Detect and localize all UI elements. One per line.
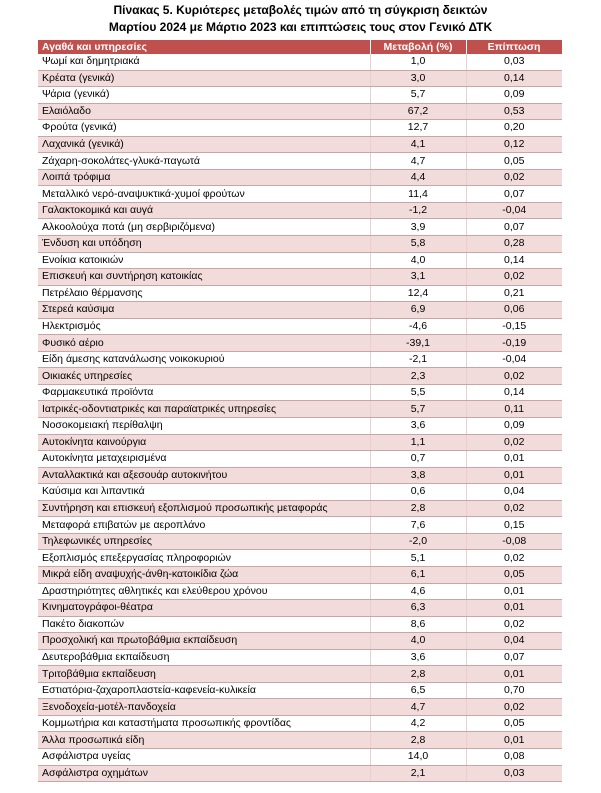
cell-impact: 0,09: [466, 418, 562, 435]
header-row: [38, 40, 562, 54]
cell-change-percent: 6,1: [370, 566, 466, 583]
cell-change-percent: 0,7: [370, 451, 466, 468]
cell-impact: 0,20: [466, 120, 562, 137]
cell-item-name: Τριτοβάθμια εκπαίδευση: [38, 666, 370, 683]
cell-item-name: Ψωμί και δημητριακά: [38, 54, 370, 70]
cell-impact: 0,01: [466, 600, 562, 617]
price-changes-table: [38, 40, 563, 782]
cell-change-percent: 2,8: [370, 500, 466, 517]
table-row: [38, 202, 562, 219]
cell-item-name: Ψάρια (γενικά): [38, 87, 370, 104]
cell-item-name: Φρούτα (γενικά): [38, 120, 370, 137]
cell-change-percent: 5,8: [370, 236, 466, 253]
cell-impact: 0,11: [466, 401, 562, 418]
cell-item-name: Ένδυση και υπόδηση: [38, 236, 370, 253]
cell-change-percent: 2,3: [370, 368, 466, 385]
table-row: [38, 484, 562, 501]
cell-item-name: Δευτεροβάθμια εκπαίδευση: [38, 649, 370, 666]
cell-item-name: Στερεά καύσιμα: [38, 302, 370, 319]
table-row: [38, 236, 562, 253]
cell-item-name: Ελαιόλαδο: [38, 103, 370, 120]
cell-impact: -0,04: [466, 351, 562, 368]
table-row: [38, 318, 562, 335]
cell-impact: 0,02: [466, 169, 562, 186]
cell-impact: 0,05: [466, 566, 562, 583]
cell-change-percent: 3,9: [370, 219, 466, 236]
cell-impact: 0,01: [466, 467, 562, 484]
cell-item-name: Καύσιμα και λιπαντικά: [38, 484, 370, 501]
cell-change-percent: 4,4: [370, 169, 466, 186]
cell-item-name: Δραστηριότητες αθλητικές και ελεύθερου χρόνου: [38, 583, 370, 600]
cell-change-percent: 4,0: [370, 252, 466, 269]
cell-item-name: Κομμωτήρια και καταστήματα προσωπικής φροντίδας: [38, 715, 370, 732]
cell-impact: 0,02: [466, 368, 562, 385]
table-row: [38, 252, 562, 269]
cell-change-percent: -4,6: [370, 318, 466, 335]
cell-change-percent: 5,7: [370, 401, 466, 418]
cell-change-percent: 1,1: [370, 434, 466, 451]
cell-change-percent: 4,1: [370, 136, 466, 153]
cell-impact: 0,07: [466, 649, 562, 666]
table-row: [38, 120, 562, 137]
table-row: [38, 285, 562, 302]
table-row: [38, 70, 562, 87]
cell-change-percent: 3,6: [370, 649, 466, 666]
cell-item-name: Ασφάλιστρα υγείας: [38, 748, 370, 765]
cell-impact: 0,04: [466, 484, 562, 501]
cell-item-name: Αυτοκίνητα καινούργια: [38, 434, 370, 451]
cell-item-name: Πακέτο διακοπών: [38, 616, 370, 633]
cell-item-name: Μικρά είδη αναψυχής-άνθη-κατοικίδια ζώα: [38, 566, 370, 583]
table-caption: [0, 2, 601, 36]
table-row: [38, 517, 562, 534]
cell-impact: 0,02: [466, 434, 562, 451]
cell-impact: 0,04: [466, 633, 562, 650]
cell-item-name: Αλκοολούχα ποτά (μη σερβιριζόμενα): [38, 219, 370, 236]
cell-change-percent: 2,8: [370, 666, 466, 683]
cell-impact: 0,05: [466, 153, 562, 170]
cell-item-name: Μεταφορά επιβατών με αεροπλάνο: [38, 517, 370, 534]
table-row: [38, 368, 562, 385]
cell-impact: 0,01: [466, 451, 562, 468]
table-row: [38, 87, 562, 104]
cell-item-name: Αυτοκίνητα μεταχειρισμένα: [38, 451, 370, 468]
cell-impact: 0,01: [466, 583, 562, 600]
table-row: [38, 715, 562, 732]
cell-impact: 0,05: [466, 715, 562, 732]
cell-change-percent: 5,1: [370, 550, 466, 567]
cell-impact: 0,53: [466, 103, 562, 120]
cell-change-percent: 14,0: [370, 748, 466, 765]
cell-impact: 0,02: [466, 269, 562, 286]
cell-item-name: Ανταλλακτικά και αξεσουάρ αυτοκινήτου: [38, 467, 370, 484]
cell-impact: 0,01: [466, 666, 562, 683]
cell-item-name: Νοσοκομειακή περίθαλψη: [38, 418, 370, 435]
table-row: [38, 302, 562, 319]
cell-impact: 0,02: [466, 616, 562, 633]
cell-change-percent: 3,0: [370, 70, 466, 87]
cell-impact: 0,01: [466, 732, 562, 749]
cell-item-name: Άλλα προσωπικά είδη: [38, 732, 370, 749]
table-row: [38, 103, 562, 120]
cell-item-name: Εστιατόρια-ζαχαροπλαστεία-καφενεία-κυλικεία: [38, 682, 370, 699]
table-row: [38, 583, 562, 600]
cell-item-name: Ζάχαρη-σοκολάτες-γλυκά-παγωτά: [38, 153, 370, 170]
table-row: [38, 649, 562, 666]
table-row: [38, 54, 562, 70]
table-row: [38, 219, 562, 236]
table-row: [38, 500, 562, 517]
cell-change-percent: 6,9: [370, 302, 466, 319]
table-row: [38, 467, 562, 484]
cell-change-percent: -2,1: [370, 351, 466, 368]
table-header: [38, 40, 562, 54]
table-row: [38, 666, 562, 683]
cell-change-percent: 5,7: [370, 87, 466, 104]
cell-impact: -0,04: [466, 202, 562, 219]
table-row: [38, 533, 562, 550]
cell-change-percent: 0,6: [370, 484, 466, 501]
cell-change-percent: 67,2: [370, 103, 466, 120]
caption-line-1: Πίνακας 5. Κυριότερες μεταβολές τιμών από τη σύγκριση δεικτών: [113, 3, 488, 17]
cell-impact: 0,70: [466, 682, 562, 699]
cell-change-percent: 6,3: [370, 600, 466, 617]
cell-impact: -0,08: [466, 533, 562, 550]
cell-item-name: Ενοίκια κατοικιών: [38, 252, 370, 269]
cell-change-percent: 3,1: [370, 269, 466, 286]
table-row: [38, 401, 562, 418]
cell-item-name: Φαρμακευτικά προϊόντα: [38, 384, 370, 401]
cell-change-percent: 4,2: [370, 715, 466, 732]
cell-impact: 0,14: [466, 70, 562, 87]
cell-change-percent: 3,6: [370, 418, 466, 435]
cell-item-name: Εξοπλισμός επεξεργασίας πληροφοριών: [38, 550, 370, 567]
table-row: [38, 351, 562, 368]
table-row: [38, 699, 562, 716]
table-row: [38, 153, 562, 170]
cell-impact: 0,07: [466, 186, 562, 203]
table-row: [38, 136, 562, 153]
cell-impact: 0,15: [466, 517, 562, 534]
table-row: [38, 384, 562, 401]
cell-change-percent: 12,4: [370, 285, 466, 302]
cell-change-percent: -1,2: [370, 202, 466, 219]
header-goods-services: Αγαθά και υπηρεσίες: [38, 40, 370, 54]
cell-item-name: Προσχολική και πρωτοβάθμια εκπαίδευση: [38, 633, 370, 650]
cell-impact: 0,02: [466, 550, 562, 567]
table-row: [38, 169, 562, 186]
cell-item-name: Κρέατα (γενικά): [38, 70, 370, 87]
cell-change-percent: 12,7: [370, 120, 466, 137]
cell-item-name: Επισκευή και συντήρηση κατοικίας: [38, 269, 370, 286]
cell-change-percent: 11,4: [370, 186, 466, 203]
table-row: [38, 186, 562, 203]
cell-item-name: Συντήρηση και επισκευή εξοπλισμού προσωπικής μεταφοράς: [38, 500, 370, 517]
table-row: [38, 600, 562, 617]
cell-impact: 0,08: [466, 748, 562, 765]
table-row: [38, 451, 562, 468]
cell-impact: 0,14: [466, 384, 562, 401]
cell-change-percent: 4,0: [370, 633, 466, 650]
header-change-percent: Μεταβολή (%): [370, 40, 466, 54]
cell-change-percent: -2,0: [370, 533, 466, 550]
cell-item-name: Πετρέλαιο θέρμανσης: [38, 285, 370, 302]
cell-item-name: Κινηματογράφοι-θέατρα: [38, 600, 370, 617]
cell-item-name: Φυσικό αέριο: [38, 335, 370, 352]
caption-line-2: Μαρτίου 2024 με Μάρτιο 2023 και επιπτώσεις τους στον Γενικό ΔΤΚ: [108, 20, 493, 34]
cell-change-percent: 2,8: [370, 732, 466, 749]
table-row: [38, 633, 562, 650]
table-body: [38, 54, 562, 782]
cell-change-percent: 7,6: [370, 517, 466, 534]
table-row: [38, 732, 562, 749]
cell-impact: 0,02: [466, 500, 562, 517]
cell-change-percent: 3,8: [370, 467, 466, 484]
cell-item-name: Ασφάλιστρα οχημάτων: [38, 765, 370, 782]
cell-impact: 0,02: [466, 699, 562, 716]
cell-impact: 0,06: [466, 302, 562, 319]
cell-impact: -0,19: [466, 335, 562, 352]
cell-change-percent: -39,1: [370, 335, 466, 352]
cell-impact: 0,12: [466, 136, 562, 153]
cell-item-name: Οικιακές υπηρεσίες: [38, 368, 370, 385]
cell-impact: 0,14: [466, 252, 562, 269]
table-row: [38, 748, 562, 765]
cell-item-name: Λαχανικά (γενικά): [38, 136, 370, 153]
cell-impact: 0,21: [466, 285, 562, 302]
table-row: [38, 566, 562, 583]
cell-change-percent: 4,6: [370, 583, 466, 600]
cell-item-name: Είδη άμεσης κατανάλωσης νοικοκυριού: [38, 351, 370, 368]
table-row: [38, 434, 562, 451]
cell-item-name: Ηλεκτρισμός: [38, 318, 370, 335]
cell-impact: 0,03: [466, 54, 562, 70]
header-impact: Επίπτωση: [466, 40, 562, 54]
cell-item-name: Μεταλλικό νερό-αναψυκτικά-χυμοί φρούτων: [38, 186, 370, 203]
cell-item-name: Ξενοδοχεία-μοτέλ-πανδοχεία: [38, 699, 370, 716]
table-row: [38, 550, 562, 567]
table-row: [38, 765, 562, 782]
cell-item-name: Γαλακτοκομικά και αυγά: [38, 202, 370, 219]
cell-change-percent: 6,5: [370, 682, 466, 699]
cell-item-name: Ιατρικές-οδοντιατρικές και παραϊατρικές υπηρεσίες: [38, 401, 370, 418]
cell-impact: 0,03: [466, 765, 562, 782]
cell-change-percent: 5,5: [370, 384, 466, 401]
cell-change-percent: 2,1: [370, 765, 466, 782]
table-row: [38, 616, 562, 633]
cell-item-name: Λοιπά τρόφιμα: [38, 169, 370, 186]
cell-change-percent: 8,6: [370, 616, 466, 633]
cell-impact: 0,07: [466, 219, 562, 236]
cell-impact: 0,09: [466, 87, 562, 104]
cell-item-name: Τηλεφωνικές υπηρεσίες: [38, 533, 370, 550]
cell-change-percent: 4,7: [370, 699, 466, 716]
cell-impact: 0,28: [466, 236, 562, 253]
cell-change-percent: 1,0: [370, 54, 466, 70]
table-row: [38, 335, 562, 352]
cell-change-percent: 4,7: [370, 153, 466, 170]
table-row: [38, 269, 562, 286]
table-row: [38, 682, 562, 699]
table-row: [38, 418, 562, 435]
cell-impact: -0,15: [466, 318, 562, 335]
